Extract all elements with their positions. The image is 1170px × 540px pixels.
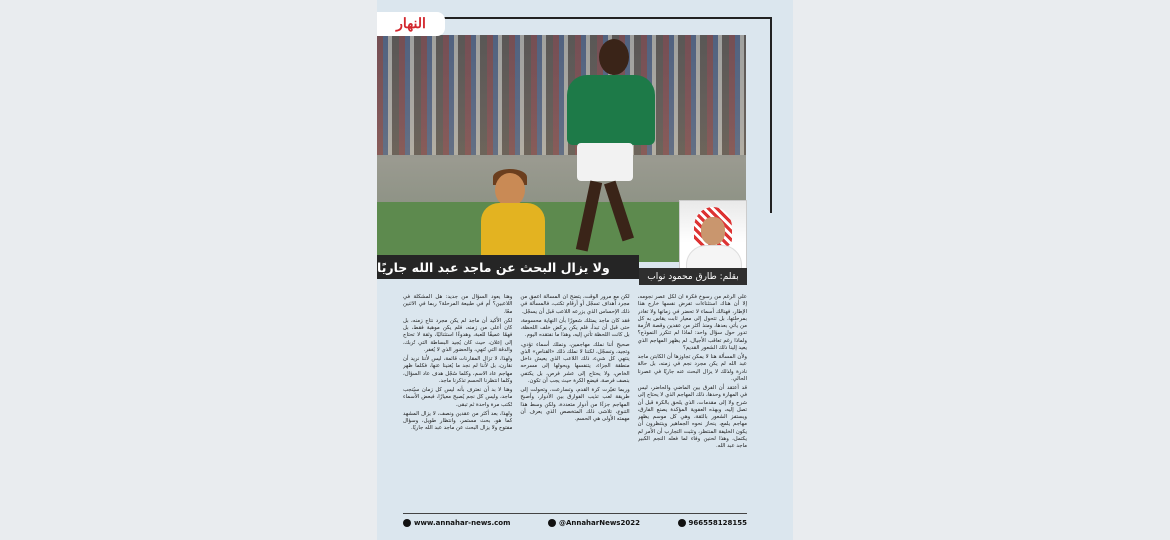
stadium-crowd xyxy=(377,35,746,155)
author-byline: بقلم: طارق محمود نواب xyxy=(639,268,747,285)
paragraph: لكن مع مرور الوقت، يتضح أن المسألة أعمق من مجرد أهداف تسجّل أو أرقام تكتب، فالمسألة في ذلك الإحساس الذي يزرعه اللاعب قبل أن يسجّل. xyxy=(520,294,630,315)
paragraph: ولهذا، لا تزال المقارنات قائمة، ليس لأننا نريد أن نقارن، بل لأننا لم نجد ما يُغنينا عنها، فكلما ظهر مهاجم عاد الاسم، وكلما سُجّل هدف عاد السؤال، وكلما انتظرنا الحسم تذكرنا ماجد. xyxy=(403,356,513,384)
x-icon xyxy=(548,519,556,527)
paragraph: صحيح أننا نملك مهاجمين، ونملك أسماء تؤدي، وتجيد، وتسجّل، لكننا لا نملك ذلك «القناص» الذي ينتهي كل شيء، ذلك اللاعب الذي يعيش داخل منطقة الجزاء، يتنفسها ويحولها إلى مسرحه الخاص، ولا يحتاج إلى عشر فرص، بل يكتفي بنصف فرصة، فيضع الكرة حيث يجب أن تكون. xyxy=(520,341,630,384)
player-head xyxy=(599,39,629,75)
paragraph: وربما تغيّرت كرة القدم، وتسارعت، وتحولت إلى طريقة لعب تذيب الفوارق بين الأدوار، وأصبح المهاجم جزءًا من أدوار متعددة، ولكن وسط هذا التنوع، تلاشى ذلك المتخصص الذي يعرف أن مهمته الأولى هي الحسم. xyxy=(520,387,630,422)
article-body xyxy=(403,294,747,510)
opponent-head xyxy=(495,173,525,207)
article-column-1 xyxy=(638,294,747,510)
article-column-2 xyxy=(520,294,629,510)
phone-number[interactable]: 966558128155 xyxy=(688,519,747,527)
player-green-jersey xyxy=(567,75,655,145)
article-title: ولا يزال البحث عن ماجد عبد الله جاريًا xyxy=(377,255,639,279)
whatsapp-icon xyxy=(678,519,686,527)
player-white-shorts xyxy=(577,143,633,181)
footer-phone[interactable] xyxy=(678,519,747,527)
article-column-3 xyxy=(403,294,512,510)
paragraph: ولأن المسألة هنا لا يمكن تجاوزها أن الكابتن ماجد عبد الله لم يكن مجرد نجم في زمنه، بل حالة نادرة ولذلك لا يزال البحث عنه جاريًا في عصرنا الحالي. xyxy=(637,354,747,382)
globe-icon xyxy=(403,519,411,527)
author-photo xyxy=(679,200,747,272)
paragraph: ولهذا، بعد أكثر من عقدين ونصف، لا يزال المشهد كما هو، بحث مستمر، وانتظار طويل، وسؤال مفتوح ولا يزال البحث عن ماجد عبد الله جاريًا. xyxy=(403,410,513,432)
paragraph: وهنا لا بد أن نعترف بأنه ليس كل زمان سيُنجب ماجد، وليس كل نجم يُصبح معيارًا، فبعض الأسماء تُكتب مرة واحدة ثم تبقى. xyxy=(403,387,513,408)
newspaper-page xyxy=(377,0,793,540)
paragraph: لكن الأكيد أن ماجد لم يكن مجرد نتاج زمنه، بل كان أعلى من زمنه، فلم يكن موهبة فقط، بل فهمًا عميقًا للعبة، وهدوءًا استثنائيًا، وثقة لا تحتاج إلى إعلان، حيث كان يُجيد البساطة التي تُربك، والدقة التي تُنهي، والحضور الذي لا يُغفر. xyxy=(403,317,513,353)
author-face xyxy=(701,217,725,245)
paragraph: فقد كان ماجد يمتلك شعورًا بأن النهاية محسومة، حتى قبل أن تبدأ، فلم يكن يركض خلف اللحظة، بل كانت اللحظة تأتي إليه، وهذا ما نفتقده اليوم. xyxy=(520,317,630,339)
footer-social[interactable] xyxy=(548,519,640,527)
social-handle[interactable]: @AnnaharNews2022 xyxy=(558,519,640,527)
newspaper-logo: النهار xyxy=(377,12,445,36)
paragraph: قد أعتقد أن الفرق بين الماضي والحاضر، ليس في المهارة وحدها، ذلك المهاجم الذي لا يحتاج إلى شرح ولا إلى مقدمات، الذي يلحق بالكرة قبل أن تصل إليه، وبهذه العفوية المؤكدة يصنع الفارق، ويستفز الشعور بالثقة، وهي كل موسم يظهر مهاجم يلمع، ينحاز نحوه الجماهير وينتظرون أن يكون الخليفة المنتظر، وتثبت التجارب أن الأمر لم يكتمل، وهذا لحنين وفاء لما فعله النجم الكبير ماجد عبد الله. xyxy=(637,385,747,449)
opponent-yellow-jersey xyxy=(481,203,545,262)
website-link[interactable]: www.annahar-news.com xyxy=(414,519,511,527)
footer-website[interactable] xyxy=(403,519,510,527)
paragraph: على الرغم من رسوخ فكرة أن لكل عصر نجومه، إلا أن هناك استثناءات تفرض نفسها خارج هذا الإطار، فهنالك أسماء لا تحضر في زمانها ولا تغادر بمرحلتها، بل تتحول إلى معيار ثابت يقاس به كل من يأتي بعدها، ومنذ أكثر من عقدين وقصة الأزمة تدور حول سؤال واحد: لماذا لم تتكرر النموذج؟ ولماذا رغم تعاقب الأجيال، لم يظهر المهاجم الذي يعيد إلينا ذلك الشعور القديم؟ xyxy=(637,294,747,351)
paragraph: وهنا يعود السؤال من جديد: هل المشكلة في اللاعبين؟ أم في طبيعة المرحلة؟ ربما في الاثنين معًا. xyxy=(403,294,513,315)
page-footer xyxy=(403,513,747,532)
